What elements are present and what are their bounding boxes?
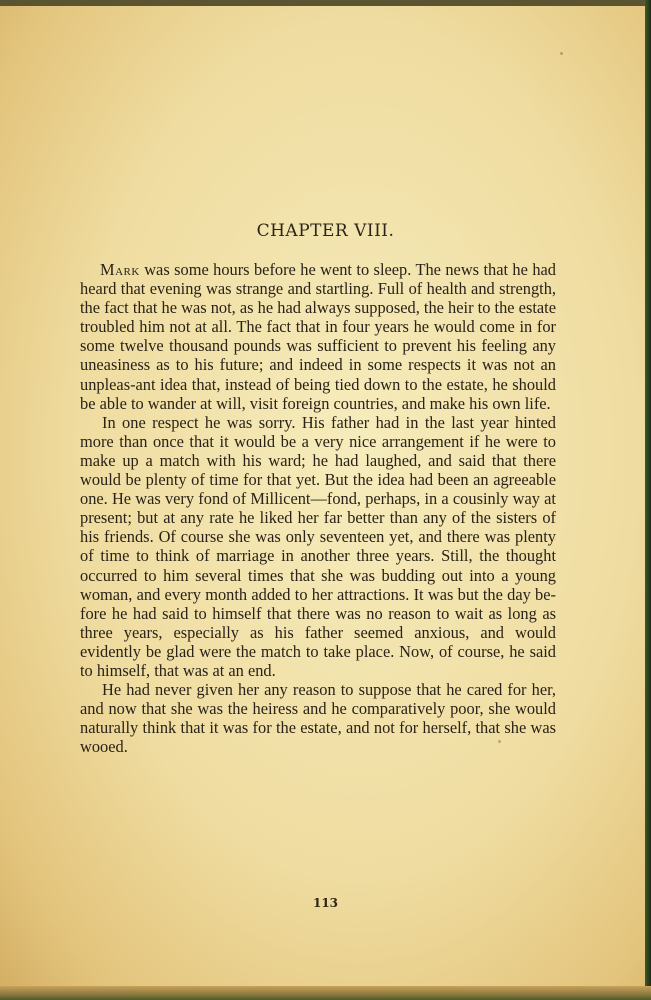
page-bottom-edge <box>0 986 651 1000</box>
page-right-edge <box>645 0 651 1000</box>
chapter-heading: CHAPTER VIII. <box>256 221 395 241</box>
paragraph: In one respect he was sorry. His father had in the last year hinted more than once that it would be a very nice arrangement if he were to make up a match with his ward; he had laughed, and said that there would be plenty of time for that yet. But the idea had been an agreeable one. He was very fond of Millicent—fond, perhaps, in a cousinly way at present; but at any rate he liked her far better than any of the sisters of his friends. Of course she was only seventeen yet, and there was plenty of time to think of marriage in another three years. Still, the thought occurred to him several times that she was budding out into a young woman, and every month added to her attractions. It was but the day be-fore he had said to himself that there was no reason to wait as long as three years, especially as his father seemed anxious, and would evidently be glad were the match to take place. Now, of course, he said to himself, that was at an end. <box>80 412 556 680</box>
body-text <box>80 260 556 756</box>
bleed-through-gutter <box>0 110 16 710</box>
opening-word: Mark <box>100 260 140 279</box>
paragraph <box>80 260 556 413</box>
foxing-spot <box>560 52 563 55</box>
page-number: 113 <box>312 896 339 910</box>
page-top-edge <box>0 0 651 6</box>
paragraph-text: was some hours before he went to sleep. The news that he had heard that evening was strange and startling. Full of health and strength, the fact that he was not, as he had always supposed, the heir to the estate troubled him not at all. The fact that in four years he would come in for some twelve thousand pounds was sufficient to prevent his feeling any uneasiness as to his future; and indeed in some respects it was not an unpleas-ant idea that, instead of being tied down to the estate, he should be able to wander at will, visit foreign countries, and make his own life. <box>80 260 556 413</box>
paragraph: He had never given her any reason to suppose that he cared for her, and now that she was the heiress and he comparatively poor, she would naturally think that it was for the estate, and not for herself, that she was wooed. <box>80 680 556 757</box>
